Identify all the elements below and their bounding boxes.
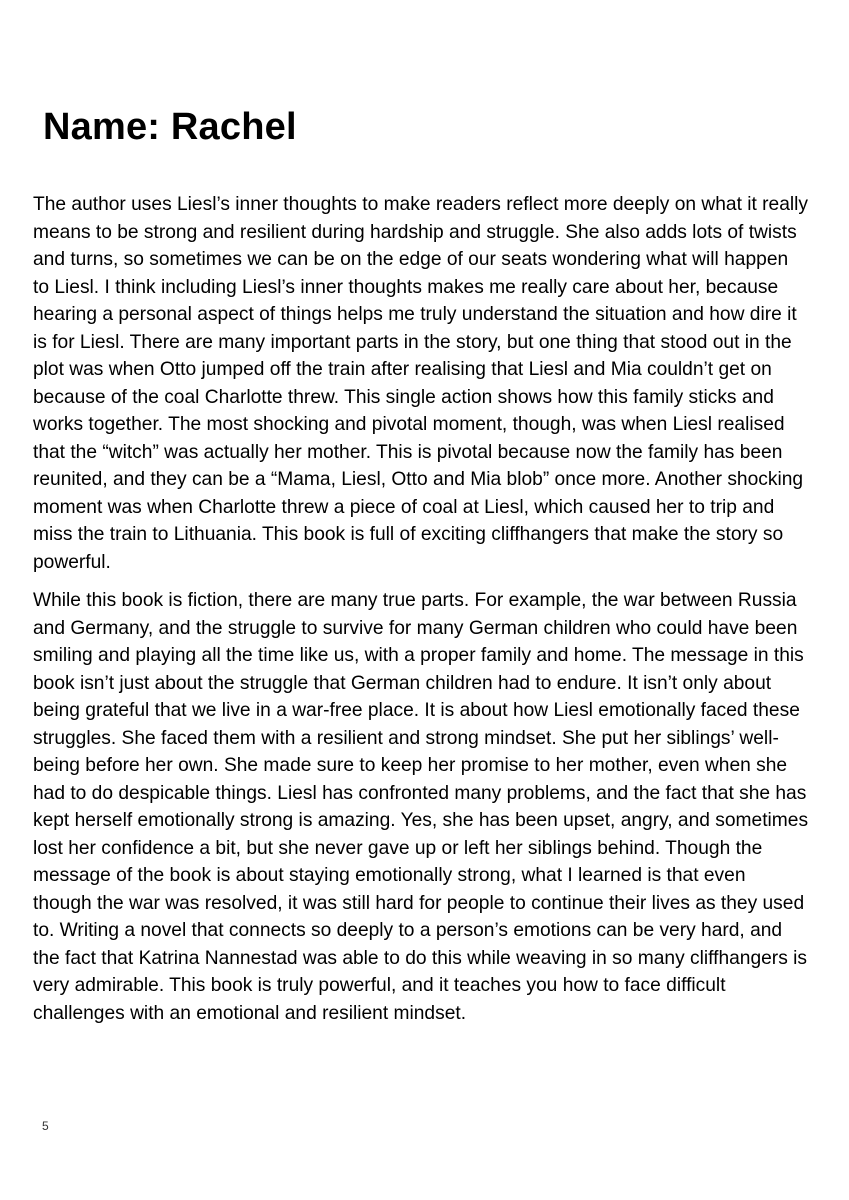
page-title: Name: Rachel: [43, 106, 297, 148]
essay-paragraph-1: The author uses Liesl’s inner thoughts to make readers reflect more deeply on what it really means to be strong and resilient during hardship and struggle. She also adds lots of twists and turns, so sometimes we can be on the edge of our seats wondering what will happen to Liesl. I think including Liesl’s inner thoughts makes me really care about her, because hearing a personal aspect of things helps me truly understand the situation and how dire it is for Liesl. There are many important parts in the story, but one thing that stood out in the plot was when Otto jumped off the train after realising that Liesl and Mia couldn’t get on because of the coal Charlotte threw. This single action shows how this family sticks and works together. The most shocking and pivotal moment, though, was when Liesl realised that the “witch” was actually her mother. This is pivotal because now the family has been reunited, and they can be a “Mama, Liesl, Otto and Mia blob” once more. Another shocking moment was when Charlotte threw a piece of coal at Liesl, which caused her to trip and miss the train to Lithuania. This book is full of exciting cliffhangers that make the story so powerful.: [33, 194, 809, 573]
page-number: 5: [42, 1119, 49, 1133]
essay-body: [33, 191, 809, 1027]
essay-paragraph-2: While this book is fiction, there are many true parts. For example, the war between Russia and Germany, and the struggle to survive for many German children who could have been smiling and playing all the time like us, with a proper family and home. The message in this book isn’t just about the struggle that German children had to endure. It isn’t only about being grateful that we live in a war-free place. It is about how Liesl emotionally faced these struggles. She faced them with a resilient and strong mindset. She put her siblings’ well-being before her own. She made sure to keep her promise to her mother, even when she had to do despicable things. Liesl has confronted many problems, and the fact that she has kept herself emotionally strong is amazing. Yes, she has been upset, angry, and sometimes lost her confidence a bit, but she never gave up or left her siblings behind. Though the message of the book is about staying emotionally strong, what I learned is that even though the war was resolved, it was still hard for people to continue their lives as they used to. Writing a novel that connects so deeply to a person’s emotions can be very hard, and the fact that Katrina Nannestad was able to do this while weaving in so many cliffhangers is very admirable. This book is truly powerful, and it teaches you how to face difficult challenges with an emotional and resilient mindset.: [33, 590, 809, 1024]
